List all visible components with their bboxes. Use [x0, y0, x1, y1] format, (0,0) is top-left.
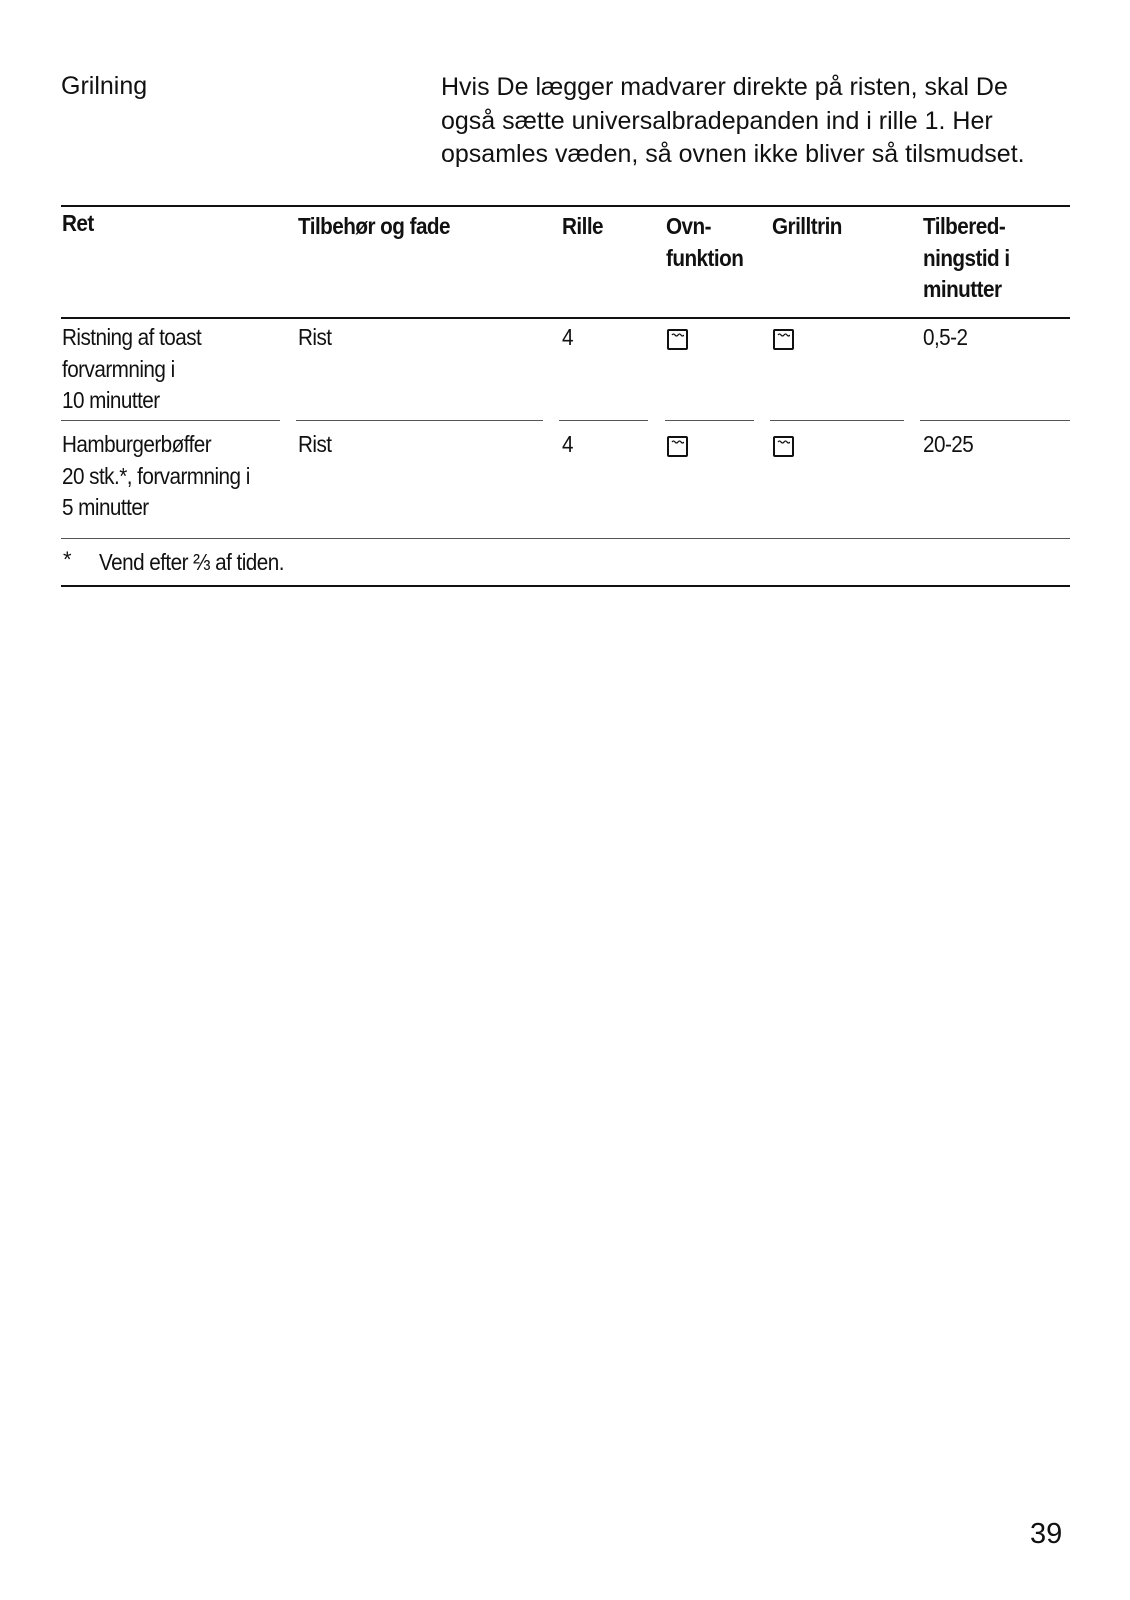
footnote-text: Vend efter ⅔ af tiden.	[99, 549, 284, 575]
intro-line: Hvis De lægger madvarer direkte på risten, skal De	[441, 73, 1008, 101]
row-separator	[559, 420, 648, 421]
row-separator	[61, 420, 280, 421]
section-title: Grilning	[61, 72, 148, 100]
header-grilltrin: Grilltrin	[772, 213, 842, 239]
row2-tid: 20-25	[923, 431, 974, 457]
header-tilbehor: Tilbehør og fade	[298, 213, 450, 239]
row-separator	[665, 420, 754, 421]
intro-paragraph	[441, 71, 1081, 172]
header-ret: Ret	[62, 210, 94, 236]
table-footnote-rule	[61, 538, 1070, 539]
page-number: 39	[1030, 1518, 1063, 1550]
footnote-marker: *	[63, 547, 72, 572]
oven-grill-icon	[667, 436, 688, 457]
table-top-rule	[61, 205, 1070, 207]
row1-rille: 4	[562, 324, 573, 350]
header-ovnfunktion: Ovn- funktion	[666, 213, 744, 271]
row2-ret: Hamburgerbøffer 20 stk.*, forvarmning i 5 minutter	[62, 431, 250, 520]
row-separator	[920, 420, 1070, 421]
oven-grill-icon	[667, 329, 688, 350]
grill-level-icon	[773, 436, 794, 457]
table-header-rule	[61, 317, 1070, 319]
row1-tilbehor: Rist	[298, 324, 332, 350]
header-tid: Tilbered- ningstid i minutter	[923, 213, 1010, 302]
row2-rille: 4	[562, 431, 573, 457]
grill-level-icon	[773, 329, 794, 350]
intro-line: også sætte universalbradepanden ind i rille 1. Her	[441, 106, 993, 135]
intro-line: opsamles væden, så ovnen ikke bliver så tilsmudset.	[441, 140, 1025, 168]
row-separator	[296, 420, 543, 421]
row2-tilbehor: Rist	[298, 431, 332, 457]
row1-ret: Ristning af toast forvarmning i 10 minutter	[62, 324, 202, 413]
table-bottom-rule	[61, 585, 1070, 587]
header-rille: Rille	[562, 213, 604, 239]
row-separator	[770, 420, 904, 421]
row1-tid: 0,5-2	[923, 324, 968, 350]
